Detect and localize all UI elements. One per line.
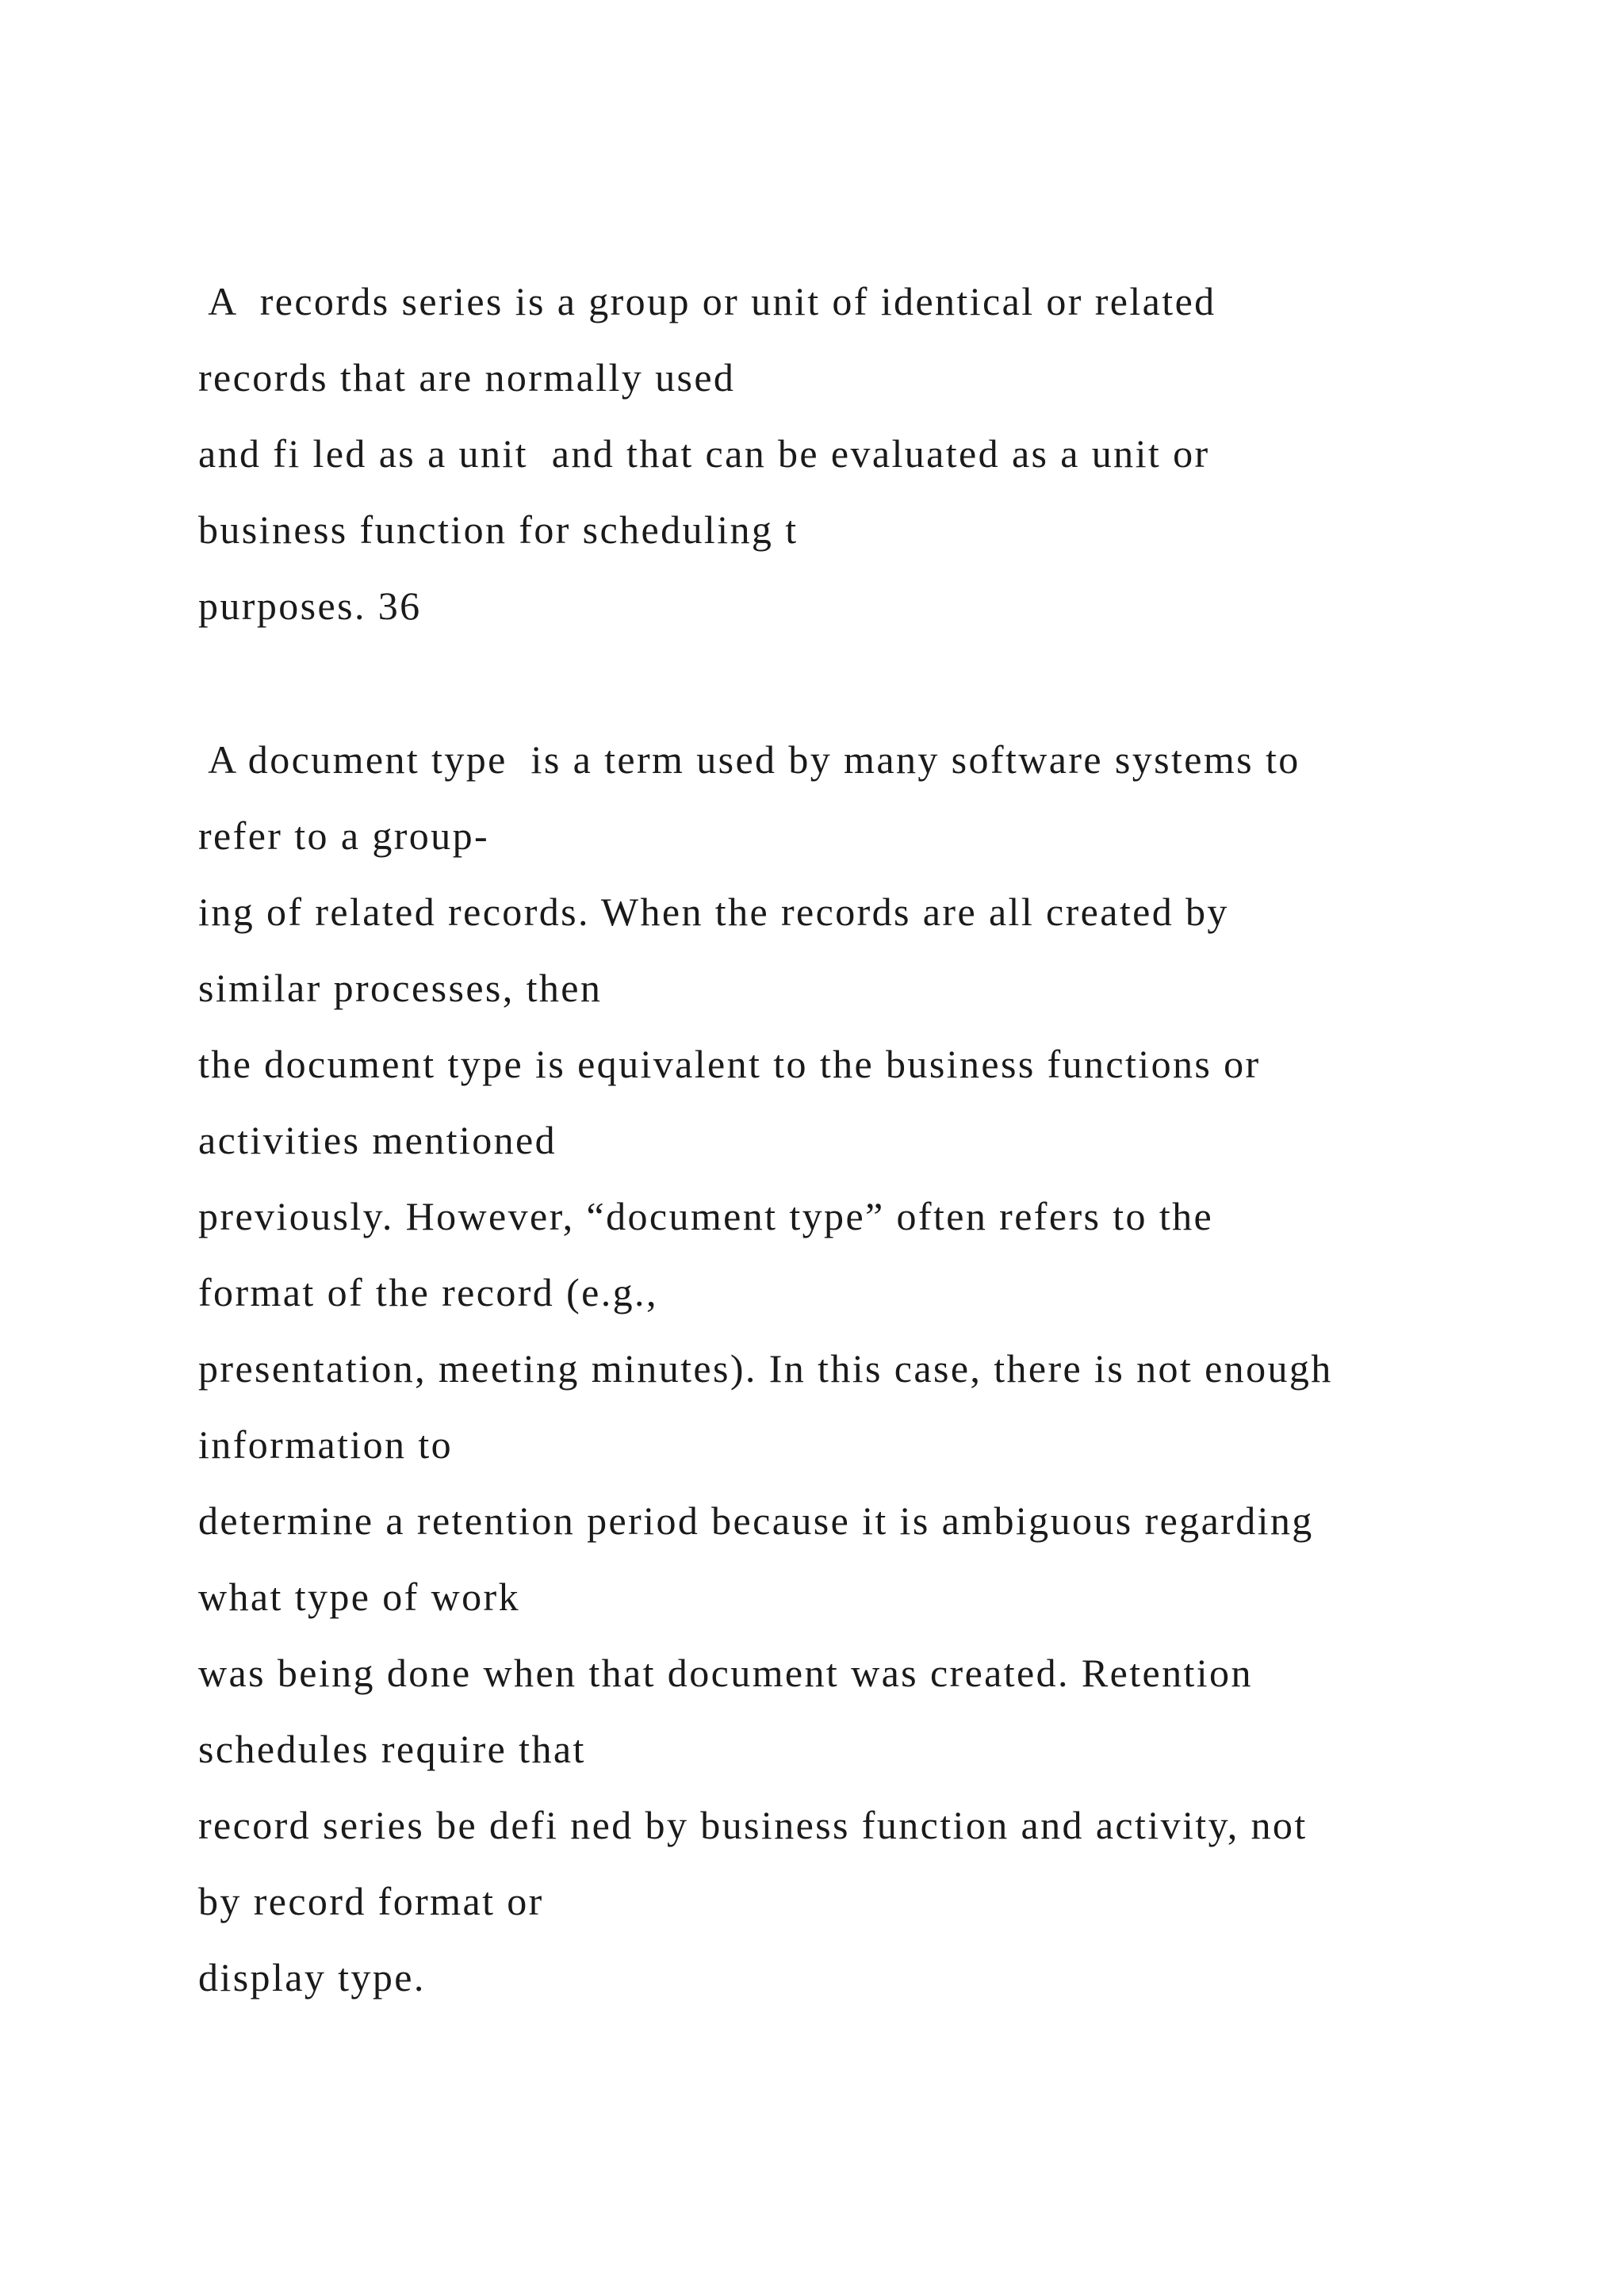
text-line: record series be defi ned by business function and activity, not [198,1803,1308,1847]
text-line: determine a retention period because it is ambiguous regarding [198,1498,1314,1543]
text-line: presentation, meeting minutes). In this case, there is not enough [198,1346,1333,1391]
text-line: the document type is equivalent to the business functions or [198,1042,1261,1086]
text-line: ing of related records. When the records are all created by [198,890,1229,934]
text-line: format of the record (e.g., [198,1270,658,1314]
text-line: similar processes, then [198,966,603,1010]
text-line: business function for scheduling t [198,507,799,552]
text-line: information to [198,1422,454,1467]
text-line: A document type is a term used by many software systems to [198,737,1300,782]
text-line: purposes. 36 [198,584,422,628]
text-line: what type of work [198,1575,520,1619]
text-line: A records series is a group or unit of identical or related [198,279,1216,323]
text-line: and fi led as a unit and that can be evaluated as a unit or [198,431,1210,476]
text-line: was being done when that document was created. Retention [198,1651,1253,1695]
text-line: records that are normally used [198,355,736,400]
text-line: schedules require that [198,1727,586,1771]
text-line: refer to a group- [198,813,490,858]
text-line: display type. [198,1955,426,1999]
text-line: by record format or [198,1879,544,1923]
text-line: activities mentioned [198,1118,557,1162]
text-line: previously. However, “document type” often refers to the [198,1194,1214,1238]
